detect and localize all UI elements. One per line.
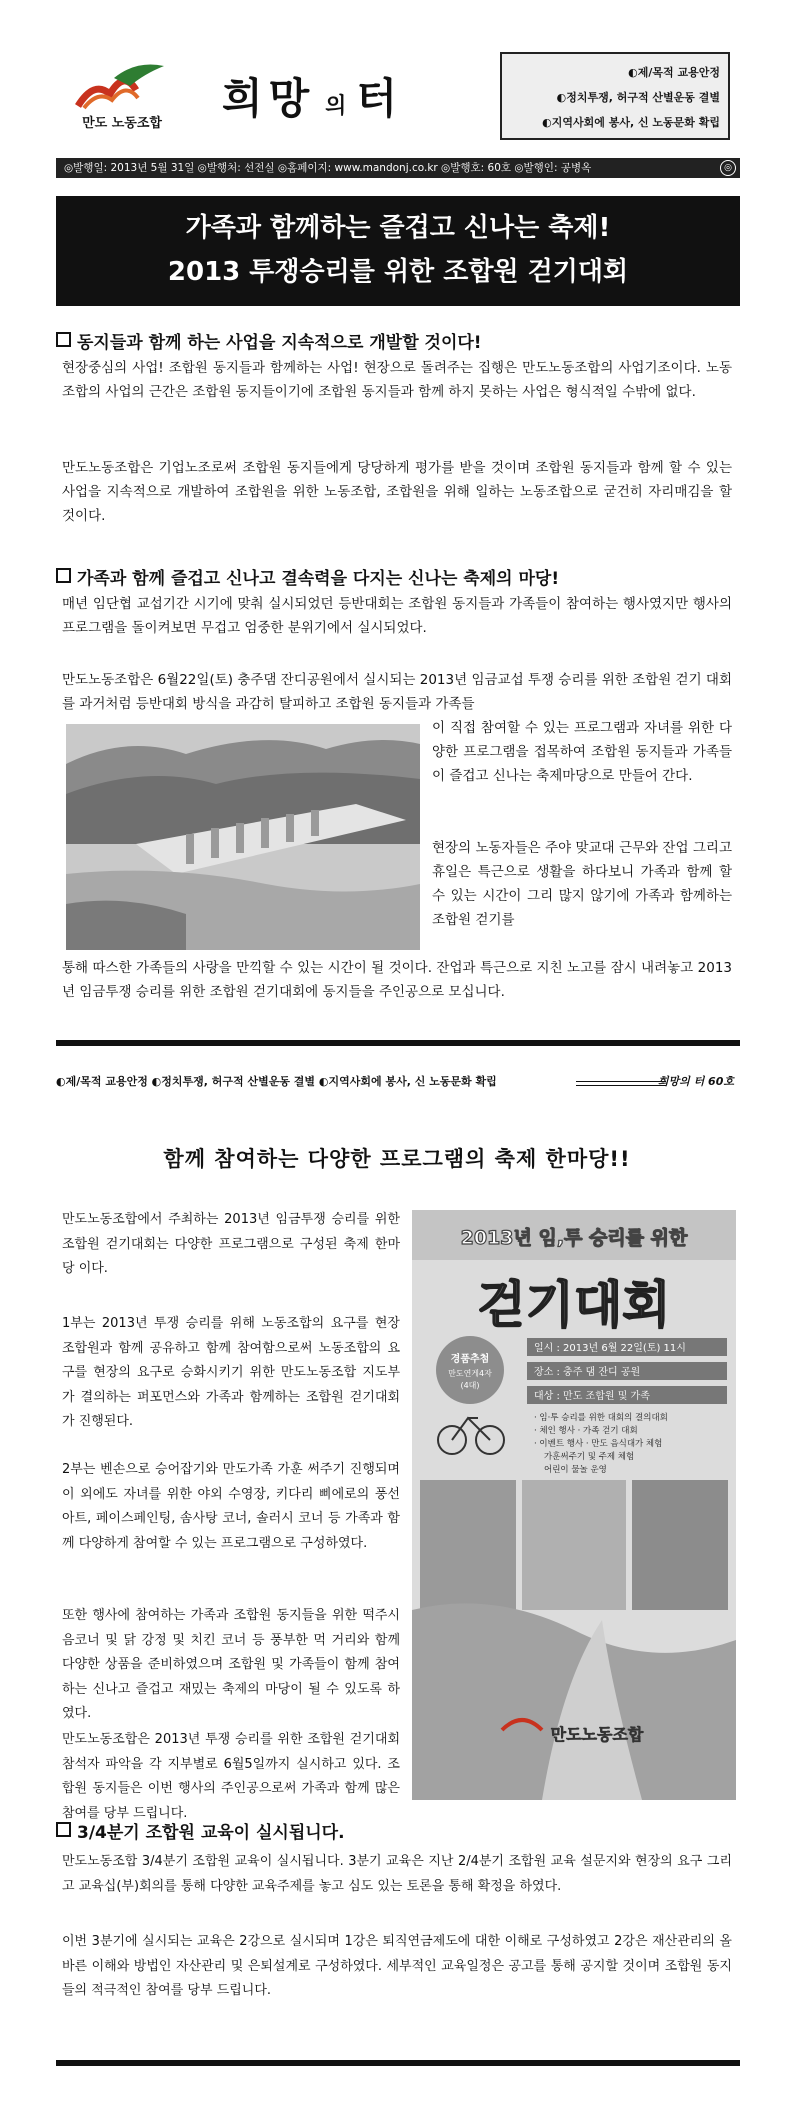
newsletter-title [222, 66, 403, 126]
bird-logo-icon [74, 60, 170, 112]
title-part-c: 터 [356, 74, 403, 123]
headline-line-2: 2013 투쟁승리를 위한 조합원 걷기대회 [167, 257, 629, 287]
paragraph: 2부는 벤손으로 승어잡기와 만도가족 가훈 써주기 진행되며 이 외에도 자녀를 위한 야외 수영장, 키다리 삐에로의 풍선아트, 페이스페인팅, 솜사탕 코너, 솔러시 코너 등 가족과 함께 다양하게 참여할 수 있는 프로그램으로 구성하였다. [62, 1462, 400, 1551]
paragraph: 이 직접 참여할 수 있는 프로그램과 자녀를 위한 다양한 프로그램을 접목하여 조합원 동지들과 가족들이 즐겁고 신나는 축제마당으로 만들어 간다. [432, 720, 732, 784]
square-bullet-icon [56, 332, 71, 347]
section-heading [56, 564, 559, 589]
poster-bullet: 어린이 물놀 운영 [544, 1465, 607, 1475]
divider-line [576, 1081, 666, 1086]
paragraph: 만도노동조합은 6월22일(토) 충주댐 잔디공원에서 실시되는 2013년 임금교섭 투쟁 승리를 위한 조합원 걷기 대회를 과거처럼 등반대회 방식을 과감히 탈피하고 조합원 동지들과 가족들 [62, 672, 732, 712]
poster-target: 대상 : 만도 조합원 및 가족 [534, 1391, 650, 1402]
paragraph: 현장중심의 사업! 조합원 동지들과 함께하는 사업! 현장으로 돌려주는 집행은 만도노동조합의 사업기조이다. 노동조합의 사업의 근간은 조합원 동지들이기에 조합원 동지들과 함께 하지 못하는 사업은 형식적일 수밖에 없다. [62, 360, 732, 400]
poster-badge-2: 만도연게4자 [448, 1369, 492, 1378]
union-logo [66, 60, 178, 130]
event-poster [412, 1210, 736, 1800]
section-heading-text: 가족과 함께 즐겁고 신나고 결속력을 다지는 신나는 축제의 마당! [77, 569, 560, 589]
square-bullet-icon [56, 568, 71, 583]
band-text: ◐제/목적 교용안정 ◐정치투쟁, 허구적 산별운동 결별 ◐지역사회에 봉사, 신 노동문화 확립 [56, 1075, 497, 1088]
value-line: ◐지역사회에 봉사, 신 노동문화 확립 [542, 116, 720, 129]
dam-photo [66, 724, 420, 950]
paragraph: 이번 3분기에 실시되는 교육은 2강으로 실시되며 1강은 퇴직연금제도에 대한 이해로 구성하였고 2강은 재산관리의 올바른 이해와 방법인 자산관리 및 은퇴설계로 구성하였다. 세부적인 교육일정은 공고를 통해 공지할 것이며 조합원 동지들의 적극적인 참여를 당부 드립니다. [62, 1934, 732, 1998]
values-box [500, 52, 730, 140]
paragraph: 만도노동조합은 기업노조로써 조합원 동지들에게 당당하게 평가를 받을 것이며 조합원 동지들과 함께 할 수 있는 사업을 지속적으로 개발하여 조합원을 위한 노동조합, 조합원을 위해 일하는 노동조합으로 굳건히 자리매김을 할 것이다. [62, 460, 732, 524]
poster-date: 일시 : 2013년 6월 22일(토) 11시 [534, 1343, 686, 1354]
poster-bullet: · 체인 행사 · 가족 걷기 대회 [534, 1426, 638, 1436]
value-line: ◐제/목적 교용안정 [628, 66, 720, 79]
section-heading-text: 동지들과 함께 하는 사업을 지속적으로 개발할 것이다! [77, 333, 482, 353]
logo-text: 만도 노동조합 [82, 116, 162, 131]
section-heading [56, 328, 482, 353]
paragraph: 현장의 노동자들은 주야 맞교대 근무와 잔업 그리고 휴일은 특근으로 생활을 하다보니 가족과 함께 할 수 있는 시간이 그리 많지 않기에 가족과 함께하는 조합원 걷기를 [432, 840, 732, 928]
section-heading [56, 1818, 345, 1843]
square-bullet-icon [56, 1822, 71, 1837]
publication-info: ◎발행일: 2013년 5월 31일 ◎발행처: 선전실 ◎홈페이지: www.mandonj.co.kr ◎발행호: 60호 ◎발행인: 공병옥 [64, 162, 592, 174]
page2-title: 함께 참여하는 다양한 프로그램의 축제 한마당!! [163, 1147, 631, 1171]
headline-line-1: 가족과 함께하는 즐겁고 신나는 축제! [185, 213, 611, 243]
poster-top-text: 2013년 임,투 승리를 위한 [460, 1227, 688, 1249]
title-part-a: 희망 [222, 74, 316, 123]
issue-label: 희망의 터 60호 [657, 1075, 734, 1088]
seal-icon: ◎ [720, 160, 736, 176]
paragraph: 만도노동조합에서 주최하는 2013년 임금투쟁 승리를 위한 조합원 걷기대회는 다양한 프로그램으로 구성된 축제 한마당 이다. [62, 1212, 400, 1276]
poster-badge-1: 경품추첨 [450, 1354, 490, 1365]
section-heading-text: 3/4분기 조합원 교육이 실시됩니다. [77, 1823, 345, 1843]
paragraph: 매년 임단협 교섭기간 시기에 맞춰 실시되었던 등반대회는 조합원 동지들과 가족들이 참여하는 행사였지만 행사의 프로그램을 돌이켜보면 무겁고 엄중한 분위기에서 실시되었다. [62, 596, 732, 636]
poster-place: 장소 : 충주 댐 잔디 공원 [534, 1367, 641, 1378]
page-header-band [56, 1073, 740, 1091]
paragraph: 1부는 2013년 투쟁 승리를 위해 노동조합의 요구를 현장 조합원과 함께 공유하고 함께 참여함으로써 노동조합의 요구를 현장의 요구로 승화시키기 위한 만도노동조합 지도부가 결의하는 퍼포먼스와 가족과 함께하는 조합원 걷기대회가 진행된다. [62, 1316, 400, 1429]
poster-logo-text: 만도노동조합 [550, 1725, 644, 1744]
paragraph: 통해 따스한 가족들의 사랑을 만끽할 수 있는 시간이 될 것이다. 잔업과 특근으로 지친 노고를 잠시 내려놓고 2013년 임금투쟁 승리를 위한 조합원 걷기대회에 동지들을 주인공으로 모십니다. [62, 960, 732, 1000]
value-line: ◐정치투쟁, 허구적 산별운동 결별 [556, 91, 720, 104]
bottom-divider [56, 2060, 740, 2066]
poster-big-text: 걷기대회 [477, 1276, 671, 1334]
poster-bullet: · 임·투 승리를 위한 대회의 결의대회 [534, 1413, 668, 1423]
main-headline [56, 196, 740, 306]
paragraph: 또한 행사에 참여하는 가족과 조합원 동지들을 위한 떡주시음코너 및 닭 강정 및 치킨 코너 등 풍부한 먹 거리와 함께 다양한 상품을 준비하였으며 조합원 및 가족들이 함께 참여하는 신나고 즐겁고 재밌는 축제의 마당이 될 수 있도록 하였다. [62, 1608, 400, 1721]
poster-bullet: 가훈써주기 및 주제 체험 [544, 1452, 635, 1462]
section-divider [56, 1040, 740, 1046]
paragraph: 만도노동조합 3/4분기 조합원 교육이 실시됩니다. 3분기 교육은 지난 2/4분기 조합원 교육 설문지와 현장의 요구 그리고 교육십(부)회의를 통해 다양한 교육주제를 놓고 심도 있는 토론을 통해 확정을 하였다. [62, 1854, 732, 1894]
title-part-b: 의 [325, 93, 347, 119]
publication-info-bar [56, 158, 740, 178]
poster-badge-3: (4대) [460, 1381, 480, 1390]
paragraph: 만도노동조합은 2013년 투쟁 승리를 위한 조합원 걷기대회 참석자 파악을 각 지부별로 6월5일까지 실시하고 있다. 조합원 동지들은 이번 행사의 주인공으로써 가족과 함께 많은 참여를 당부 드립니다. [62, 1732, 400, 1821]
poster-bullet: · 이벤트 행사 · 만도 음식대가 체험 [534, 1439, 663, 1449]
